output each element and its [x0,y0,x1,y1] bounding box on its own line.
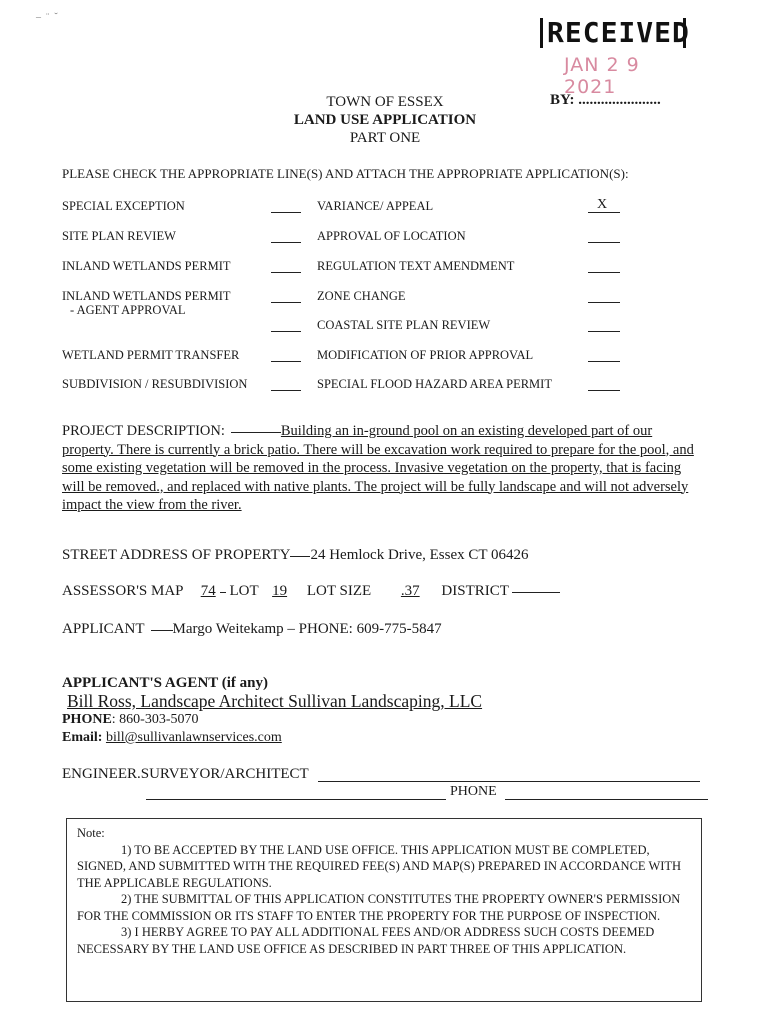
option-label: COASTAL SITE PLAN REVIEW [317,318,491,332]
note-item: 3) I HERBY AGREE TO PAY ALL ADDITIONAL FEES AND/OR ADDRESS SUCH COSTS DEEMED NECESSARY BY THE LAND USE OFFICE AS DESCRIBED IN PART THREE OF THIS APPLICATION. [77,925,655,956]
applicant-name[interactable]: Margo Weitekamp [172,621,284,637]
engineer-label: ENGINEER.SURVEYOR/ARCHITECT [62,766,309,782]
option-label: MODIFICATION OF PRIOR APPROVAL [317,348,534,362]
engineer-phone-label: PHONE [450,784,497,799]
applicant-row [62,621,442,638]
street-address-value[interactable]: 24 Hemlock Drive, Essex CT 06426 [310,547,529,563]
stamp-word: RECEIVED [540,18,686,48]
option-label: ZONE CHANGE [317,289,406,303]
agent-email[interactable]: bill@sullivanlawnservices.com [105,730,282,745]
check-line-subdivision[interactable] [271,390,301,391]
lot-size-label: LOT SIZE [306,583,372,599]
check-line-coastal-site-plan[interactable] [588,331,620,332]
note-label: Note: [77,826,105,840]
district-label: DISTRICT [441,583,509,599]
option-label: WETLAND PERMIT TRANSFER [62,348,240,362]
form-part: PART ONE [349,130,421,146]
check-line-inland-wetlands[interactable] [271,272,301,273]
street-address-row [62,547,529,564]
lot-value[interactable]: 19 [272,583,288,599]
check-line-flood-hazard[interactable] [588,390,620,391]
stamp-date: JAN 2 9 2021 [564,54,640,98]
agent-email-row: Email: bill@sullivanlawnservices.com [62,730,282,745]
town-name: TOWN OF ESSEX [326,94,444,110]
check-mark-variance-appeal: X [597,197,608,212]
check-line-inland-wetlands-agent[interactable] [271,302,301,303]
check-line-coastal-site-left[interactable] [271,331,301,332]
project-description-text[interactable]: Building an in-ground pool on an existing developed part of our property. There is currently a brick patio. There will be excavation work required to prepare for the pool, and some existing vegetation will be removed in the process. Invasive vegetation on the property, that is facing will be removed., and replaced with native plants. The project will be fully landscape and will not adversely impact the view from the river. [62,423,694,513]
option-label: SPECIAL EXCEPTION [62,199,185,213]
check-line-site-plan-review[interactable] [271,242,301,243]
check-line-zone-change[interactable] [588,302,620,303]
agent-phone[interactable]: : 860-303-5070 [111,712,199,727]
scan-speck: ‒ ¨ ˘ [36,12,58,23]
district-field[interactable] [512,591,560,593]
project-description-blank [231,431,281,433]
street-address-label: STREET ADDRESS OF PROPERTY [62,547,291,563]
check-line-special-exception[interactable] [271,212,301,213]
engineer-field-line2[interactable] [146,799,446,800]
project-description-label: PROJECT DESCRIPTION: [62,423,225,439]
option-label: SUBDIVISION / RESUBDIVISION [62,377,248,391]
applicant-blank [151,629,173,631]
option-label: SITE PLAN REVIEW [62,229,176,243]
assessor-map-label: ASSESSOR'S MAP [62,583,183,599]
note-item: 2) THE SUBMITTAL OF THIS APPLICATION CONSTITUTES THE PROPERTY OWNER'S PERMISSION FOR THE COMMISSION OR ITS STAFF TO ENTER THE PROPERTY FOR THE PURPOSE OF INSPECTION. [77,892,681,923]
form-title: LAND USE APPLICATION [293,112,477,128]
assessor-map-blank [220,591,226,593]
instruction-text: PLEASE CHECK THE APPROPRIATE LINE(S) AND ATTACH THE APPROPRIATE APPLICATION(S): [62,166,629,181]
stamp-by-label: BY: ...................... [550,92,661,108]
check-line-modification[interactable] [588,361,620,362]
engineer-phone-field[interactable] [505,799,708,800]
lot-label: LOT [229,583,259,599]
check-line-regulation-text[interactable] [588,272,620,273]
option-sublabel: - AGENT APPROVAL [70,303,186,317]
option-label: APPROVAL OF LOCATION [317,229,466,243]
check-line-approval-location[interactable] [588,242,620,243]
option-label: SPECIAL FLOOD HAZARD AREA PERMIT [317,377,552,391]
option-label: VARIANCE/ APPEAL [317,199,434,213]
lot-size-value[interactable]: .37 [400,583,420,599]
agent-phone-label: PHONE [62,712,112,727]
agent-phone-row [62,712,199,728]
project-description [62,422,707,515]
note-item: 1) TO BE ACCEPTED BY THE LAND USE OFFICE. THIS APPLICATION MUST BE COMPLETED, SIGNED, AND SUBMITTED WITH THE REQUIRED FEE(S) AND MAP(S) PREPARED IN ACCORDANCE WITH THE APPLICABLE REGULATIONS. [77,842,682,890]
engineer-field[interactable] [318,781,700,782]
option-label: REGULATION TEXT AMENDMENT [317,259,515,273]
agent-name[interactable]: Bill Ross, Landscape Architect Sullivan Landscaping, LLC [67,691,483,711]
applicant-label: APPLICANT [62,621,145,637]
option-label: INLAND WETLANDS PERMIT [62,289,231,303]
received-stamp [536,16,690,98]
note-box [66,818,702,1002]
check-line-wetland-transfer[interactable] [271,361,301,362]
applicant-phone-label: – PHONE: [287,621,353,637]
assessor-row [62,583,560,600]
assessor-map-value[interactable]: 74 [200,583,216,599]
street-address-blank [290,555,310,557]
applicant-phone[interactable]: 609-775-5847 [356,621,442,637]
agent-email-label: Email [62,730,98,745]
agent-heading: APPLICANT'S AGENT (if any) [62,675,269,691]
option-label: INLAND WETLANDS PERMIT [62,259,231,273]
